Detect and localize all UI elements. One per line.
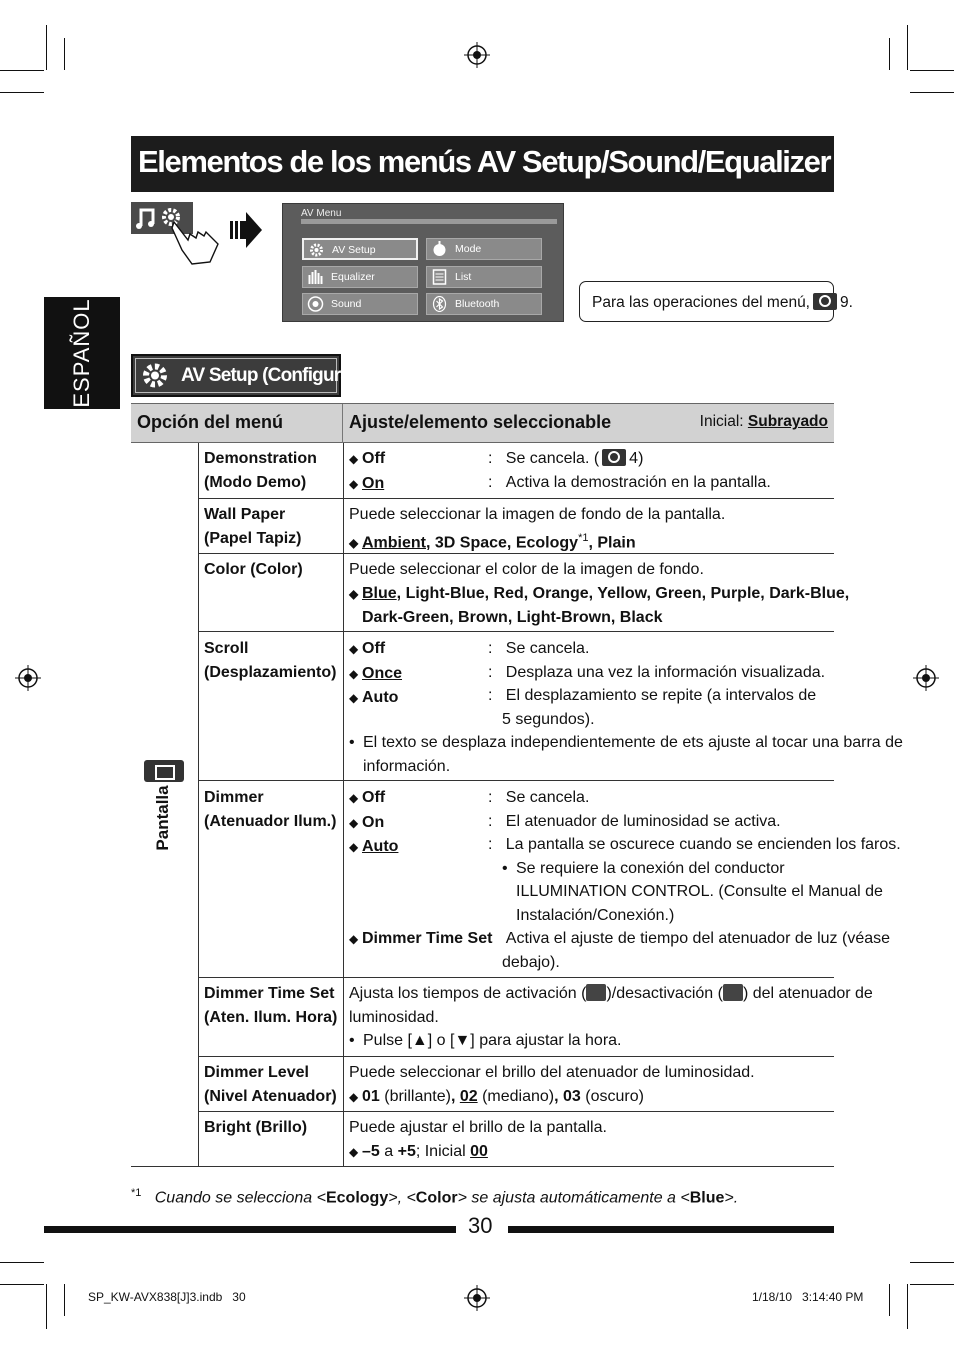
diamond-icon: ◆ bbox=[349, 815, 359, 830]
option-value: Blue bbox=[362, 584, 397, 602]
row-wallpaper-desc bbox=[349, 503, 725, 555]
av-setup-button[interactable] bbox=[302, 238, 418, 260]
list-button[interactable] bbox=[426, 266, 542, 288]
row-dimmer-timeset-option bbox=[349, 927, 492, 952]
screen-icon bbox=[144, 760, 184, 782]
row-dimmer-level-name bbox=[204, 1061, 337, 1108]
table-hline bbox=[198, 1111, 834, 1112]
option-name: Wall Paper bbox=[204, 506, 286, 523]
diamond-icon: ◆ bbox=[349, 666, 359, 681]
sound-label: Sound bbox=[331, 298, 362, 310]
footnote-ref: *1 bbox=[578, 531, 589, 544]
row-scroll-desc: : Se cancela. : Desplaza una vez la información visualizada. : El desplazamiento se repite (a intervalos de 5 segundos). bbox=[488, 637, 825, 731]
footnote-text: >. bbox=[724, 1189, 739, 1207]
category-label: Pantalla bbox=[153, 785, 172, 851]
magnifier-icon bbox=[602, 449, 626, 466]
option-value: 02 bbox=[459, 1087, 478, 1105]
column-divider bbox=[342, 404, 343, 443]
option-value: On bbox=[362, 474, 385, 492]
row-scroll-name bbox=[204, 637, 336, 684]
diamond-icon: ◆ bbox=[349, 932, 359, 946]
page-number: 30 bbox=[468, 1213, 493, 1238]
info-text-label: Para las operaciones del menú, bbox=[592, 294, 810, 311]
footnote-mark: *1 bbox=[131, 1187, 142, 1199]
desc-text: Se cancela. ( bbox=[505, 450, 600, 467]
option-value: Once bbox=[362, 664, 403, 682]
row-dimmer-desc: : Se cancela. : El atenuador de luminosidad se activa. : La pantalla se oscurece cuando se encienden los faros. • Se requiere la conexión del conductor ILLUMINATION CONTROL. (Consulte el Manual de Instalación/Conexión.) bbox=[488, 786, 901, 927]
initial-value: Subrayado bbox=[747, 413, 828, 430]
option-translation: (Modo Demo) bbox=[204, 473, 307, 491]
desc-text: )/desactivación ( bbox=[606, 985, 723, 1002]
table-hline bbox=[198, 780, 834, 781]
option-translation: (Desplazamiento) bbox=[204, 663, 337, 681]
bullet-text: El texto se desplaza independientemente de ets ajuste al tocar una barra de bbox=[363, 734, 903, 751]
page-title: Elementos de los menús AV Setup/Sound/Equalizer bbox=[138, 144, 831, 179]
registration-mark-icon bbox=[913, 665, 939, 691]
registration-mark-icon bbox=[464, 1285, 490, 1311]
bluetooth-icon bbox=[431, 296, 448, 312]
info-box bbox=[579, 281, 853, 322]
option-values: , Light-Blue, Red, Orange, Yellow, Green, Purple, Dark-Blue, bbox=[396, 584, 850, 602]
column-header-option: Opción del menú bbox=[137, 412, 284, 432]
desc-text: La pantalla se oscurece cuando se encienden los faros. bbox=[505, 836, 901, 853]
desc-text: Desplaza una vez la información visualizada. bbox=[505, 663, 826, 681]
diamond-icon: ◆ bbox=[349, 1089, 359, 1104]
row-color-name bbox=[204, 558, 303, 582]
option-translation: (Nivel Atenuador) bbox=[204, 1087, 337, 1105]
option-name: Bright (Brillo) bbox=[204, 1119, 308, 1136]
column-header-setting: Ajuste/elemento seleccionable bbox=[349, 412, 612, 432]
bullet-text: información. bbox=[363, 757, 451, 775]
desc-text: El desplazamiento se repite (a intervalos de bbox=[505, 687, 817, 704]
up-arrow-icon: ▲ bbox=[411, 1032, 428, 1049]
print-timestamp: 1/18/10 3:14:40 PM bbox=[752, 1290, 864, 1304]
bullet-text: ] para ajustar la hora. bbox=[470, 1032, 622, 1049]
row-scroll-bullet: • El texto se desplaza independientemente de ets ajuste al tocar una barra de información. bbox=[349, 731, 903, 778]
footnote-text: > se ajusta automáticamente a < bbox=[457, 1189, 690, 1207]
option-name: Demonstration bbox=[204, 450, 317, 467]
desc-text: luminosidad. bbox=[349, 1008, 439, 1026]
crop-mark bbox=[889, 38, 890, 70]
info-text bbox=[592, 293, 853, 312]
row-color-desc bbox=[349, 558, 849, 630]
row-dimmer-timeset-desc: : Activa el ajuste de tiempo del atenuador de luz (véase debajo). bbox=[488, 927, 890, 974]
registration-mark-icon bbox=[15, 665, 41, 691]
diamond-icon: ◆ bbox=[349, 840, 359, 854]
row-scroll-options bbox=[349, 637, 402, 711]
desc-text: Activa el ajuste de tiempo del atenuador de luz (véase bbox=[505, 930, 891, 947]
bullet-text: Instalación/Conexión.) bbox=[516, 906, 675, 924]
desc-ref: 4) bbox=[629, 450, 644, 467]
row-demonstration-options bbox=[349, 447, 385, 496]
crop-mark bbox=[910, 92, 954, 93]
option-label: ; Inicial bbox=[415, 1142, 471, 1160]
registration-mark-icon bbox=[464, 42, 490, 68]
table-hline bbox=[198, 977, 834, 978]
arrow-right-icon bbox=[230, 212, 262, 248]
option-label: (mediano) bbox=[477, 1087, 555, 1105]
equalizer-icon bbox=[307, 269, 324, 285]
footnote-value: Color bbox=[415, 1189, 458, 1207]
option-value: +5 bbox=[397, 1142, 416, 1160]
option-translation: (Aten. Ilum. Hora) bbox=[204, 1008, 338, 1026]
crop-mark bbox=[64, 38, 65, 70]
option-value: 00 bbox=[470, 1142, 488, 1160]
table-vline bbox=[343, 443, 344, 1167]
option-value: Dimmer Time Set bbox=[362, 930, 493, 947]
crop-mark bbox=[889, 1284, 890, 1316]
sun-icon bbox=[723, 984, 743, 1001]
mode-icon bbox=[431, 241, 448, 257]
row-wallpaper-name bbox=[204, 503, 302, 550]
bluetooth-button[interactable] bbox=[426, 293, 542, 315]
mode-button[interactable] bbox=[426, 238, 542, 260]
crop-mark bbox=[910, 70, 954, 71]
option-label: (oscuro) bbox=[580, 1087, 644, 1105]
gear-icon bbox=[308, 242, 325, 258]
row-dimmer-time-name bbox=[204, 982, 337, 1029]
down-arrow-icon: ▼ bbox=[454, 1032, 471, 1049]
row-demonstration-desc: : Se cancela. ( 4) : Activa la demostración en la pantalla. bbox=[488, 450, 771, 491]
option-label: (brillante) bbox=[379, 1087, 451, 1105]
desc-text: 5 segundos). bbox=[502, 710, 595, 728]
desc-text: Se cancela. bbox=[505, 640, 590, 657]
footnote-value: Ecology bbox=[325, 1189, 389, 1207]
option-value: 01 bbox=[362, 1087, 380, 1105]
header-divider bbox=[301, 219, 557, 224]
crop-mark bbox=[907, 1284, 908, 1329]
option-value: Off bbox=[362, 450, 386, 467]
desc-text: debajo). bbox=[502, 953, 560, 971]
option-value: , Plain bbox=[588, 533, 636, 551]
list-label: List bbox=[455, 271, 472, 283]
list-icon bbox=[431, 269, 448, 285]
diamond-icon: ◆ bbox=[349, 1144, 359, 1159]
row-dimmer-time-desc: Ajusta los tiempos de activación ( )/desactivación ( ) del atenuador de luminosidad. • Pulse [▲] o [▼] para ajustar la hora. bbox=[349, 985, 873, 1049]
mode-label: Mode bbox=[455, 243, 482, 255]
crop-mark bbox=[46, 25, 47, 70]
option-name: Color (Color) bbox=[204, 561, 303, 578]
option-value: Auto bbox=[362, 689, 399, 706]
option-name: Dimmer Level bbox=[204, 1064, 309, 1081]
table-hline bbox=[131, 1166, 834, 1167]
initial-label: Inicial: bbox=[699, 413, 744, 430]
option-value: On bbox=[362, 813, 385, 831]
section-title: AV Setup (Configuración AV) bbox=[181, 365, 419, 386]
language-label: ESPAÑOL bbox=[69, 298, 94, 408]
row-demonstration-name bbox=[204, 447, 317, 494]
option-value: Ambient bbox=[362, 533, 426, 551]
diamond-icon: ◆ bbox=[349, 586, 359, 601]
desc-text: ) del atenuador de bbox=[742, 985, 873, 1002]
sound-button[interactable] bbox=[302, 293, 418, 315]
bullet-text: ] o [ bbox=[427, 1032, 455, 1049]
table-header bbox=[131, 403, 834, 443]
diamond-icon: ◆ bbox=[349, 535, 359, 550]
diamond-icon: ◆ bbox=[349, 691, 359, 705]
sound-icon bbox=[307, 296, 324, 312]
diamond-icon: ◆ bbox=[349, 642, 359, 656]
av-menu-screen bbox=[282, 203, 564, 322]
crop-mark bbox=[910, 1262, 954, 1263]
option-value: Off bbox=[362, 789, 386, 806]
table-hline bbox=[198, 1056, 834, 1057]
section-header bbox=[131, 354, 419, 397]
bullet-text: Pulse [ bbox=[363, 1032, 412, 1049]
option-value: –5 bbox=[362, 1142, 380, 1160]
option-translation: (Papel Tapiz) bbox=[204, 529, 302, 547]
diamond-icon: ◆ bbox=[349, 452, 359, 466]
equalizer-label: Equalizer bbox=[331, 271, 375, 283]
option-value: Off bbox=[362, 640, 386, 657]
title-bar bbox=[131, 136, 834, 192]
row-dimmer-level-desc: Puede seleccionar el brillo del atenuador de luminosidad. ◆ 01 (brillante), 02 (mediano), 03 (oscuro) bbox=[349, 1061, 755, 1109]
option-value: Auto bbox=[362, 838, 399, 855]
equalizer-button[interactable] bbox=[302, 266, 418, 288]
desc-text: Puede seleccionar el brillo del atenuador de luminosidad. bbox=[349, 1064, 755, 1081]
crop-mark bbox=[0, 70, 44, 71]
bullet-text: ILLUMINATION CONTROL. (Consulte el Manual de bbox=[516, 883, 883, 900]
table-hline bbox=[198, 631, 834, 632]
bluetooth-label: Bluetooth bbox=[455, 298, 500, 310]
desc-text: Ajusta los tiempos de activación ( bbox=[349, 985, 587, 1002]
crop-mark bbox=[910, 1284, 954, 1285]
option-name: Dimmer Time Set bbox=[204, 985, 335, 1002]
crop-mark bbox=[0, 92, 44, 93]
crop-mark bbox=[64, 1284, 65, 1316]
option-values: Dark-Green, Brown, Light-Brown, Black bbox=[362, 609, 663, 626]
option-name: Scroll bbox=[204, 640, 249, 657]
gear-icon bbox=[139, 361, 171, 390]
option-translation: (Atenuador Ilum.) bbox=[204, 812, 337, 830]
language-tab bbox=[44, 297, 120, 409]
hand-pointer-icon bbox=[168, 218, 224, 268]
footnote-text: >, < bbox=[388, 1189, 416, 1207]
row-bright-desc bbox=[349, 1116, 607, 1164]
footnote bbox=[131, 1187, 738, 1207]
desc-text: Puede ajustar el brillo de la pantalla. bbox=[349, 1119, 607, 1136]
option-values: , 3D Space, Ecology bbox=[426, 533, 579, 551]
initial-note bbox=[700, 413, 828, 431]
moon-icon bbox=[586, 984, 606, 1001]
magnifier-icon bbox=[813, 293, 837, 310]
table-hline bbox=[198, 498, 834, 499]
table-vline bbox=[198, 443, 199, 1167]
crop-mark bbox=[0, 1262, 44, 1263]
footer-rule-right bbox=[508, 1226, 834, 1233]
av-menu-header: AV Menu bbox=[301, 208, 342, 219]
bullet-text: Se requiere la conexión del conductor bbox=[516, 859, 785, 877]
crop-mark bbox=[0, 1284, 44, 1285]
footnote-text: Cuando se selecciona < bbox=[154, 1189, 326, 1207]
option-name: Dimmer bbox=[204, 789, 264, 806]
desc-text: Puede seleccionar la imagen de fondo de la pantalla. bbox=[349, 506, 726, 523]
desc-text: Se cancela. bbox=[505, 789, 590, 806]
footer-rule-left bbox=[44, 1226, 456, 1233]
option-label: a bbox=[379, 1142, 398, 1160]
av-setup-label: AV Setup bbox=[332, 244, 376, 256]
print-file-info: SP_KW-AVX838[J]3.indb 30 bbox=[88, 1290, 246, 1304]
desc-text: Activa la demostración en la pantalla. bbox=[505, 473, 771, 491]
diamond-icon: ◆ bbox=[349, 476, 359, 491]
row-bright-name bbox=[204, 1116, 307, 1140]
desc-text: Puede seleccionar el color de la imagen de fondo. bbox=[349, 561, 704, 578]
desc-text: El atenuador de luminosidad se activa. bbox=[505, 812, 781, 830]
row-dimmer-options bbox=[349, 786, 398, 860]
crop-mark bbox=[46, 1284, 47, 1329]
footnote-value: Blue bbox=[689, 1189, 725, 1207]
info-page-ref: 9. bbox=[840, 294, 853, 311]
crop-mark bbox=[907, 25, 908, 70]
diamond-icon: ◆ bbox=[349, 791, 359, 805]
option-value: 03 bbox=[563, 1087, 581, 1105]
row-dimmer-name bbox=[204, 786, 336, 833]
